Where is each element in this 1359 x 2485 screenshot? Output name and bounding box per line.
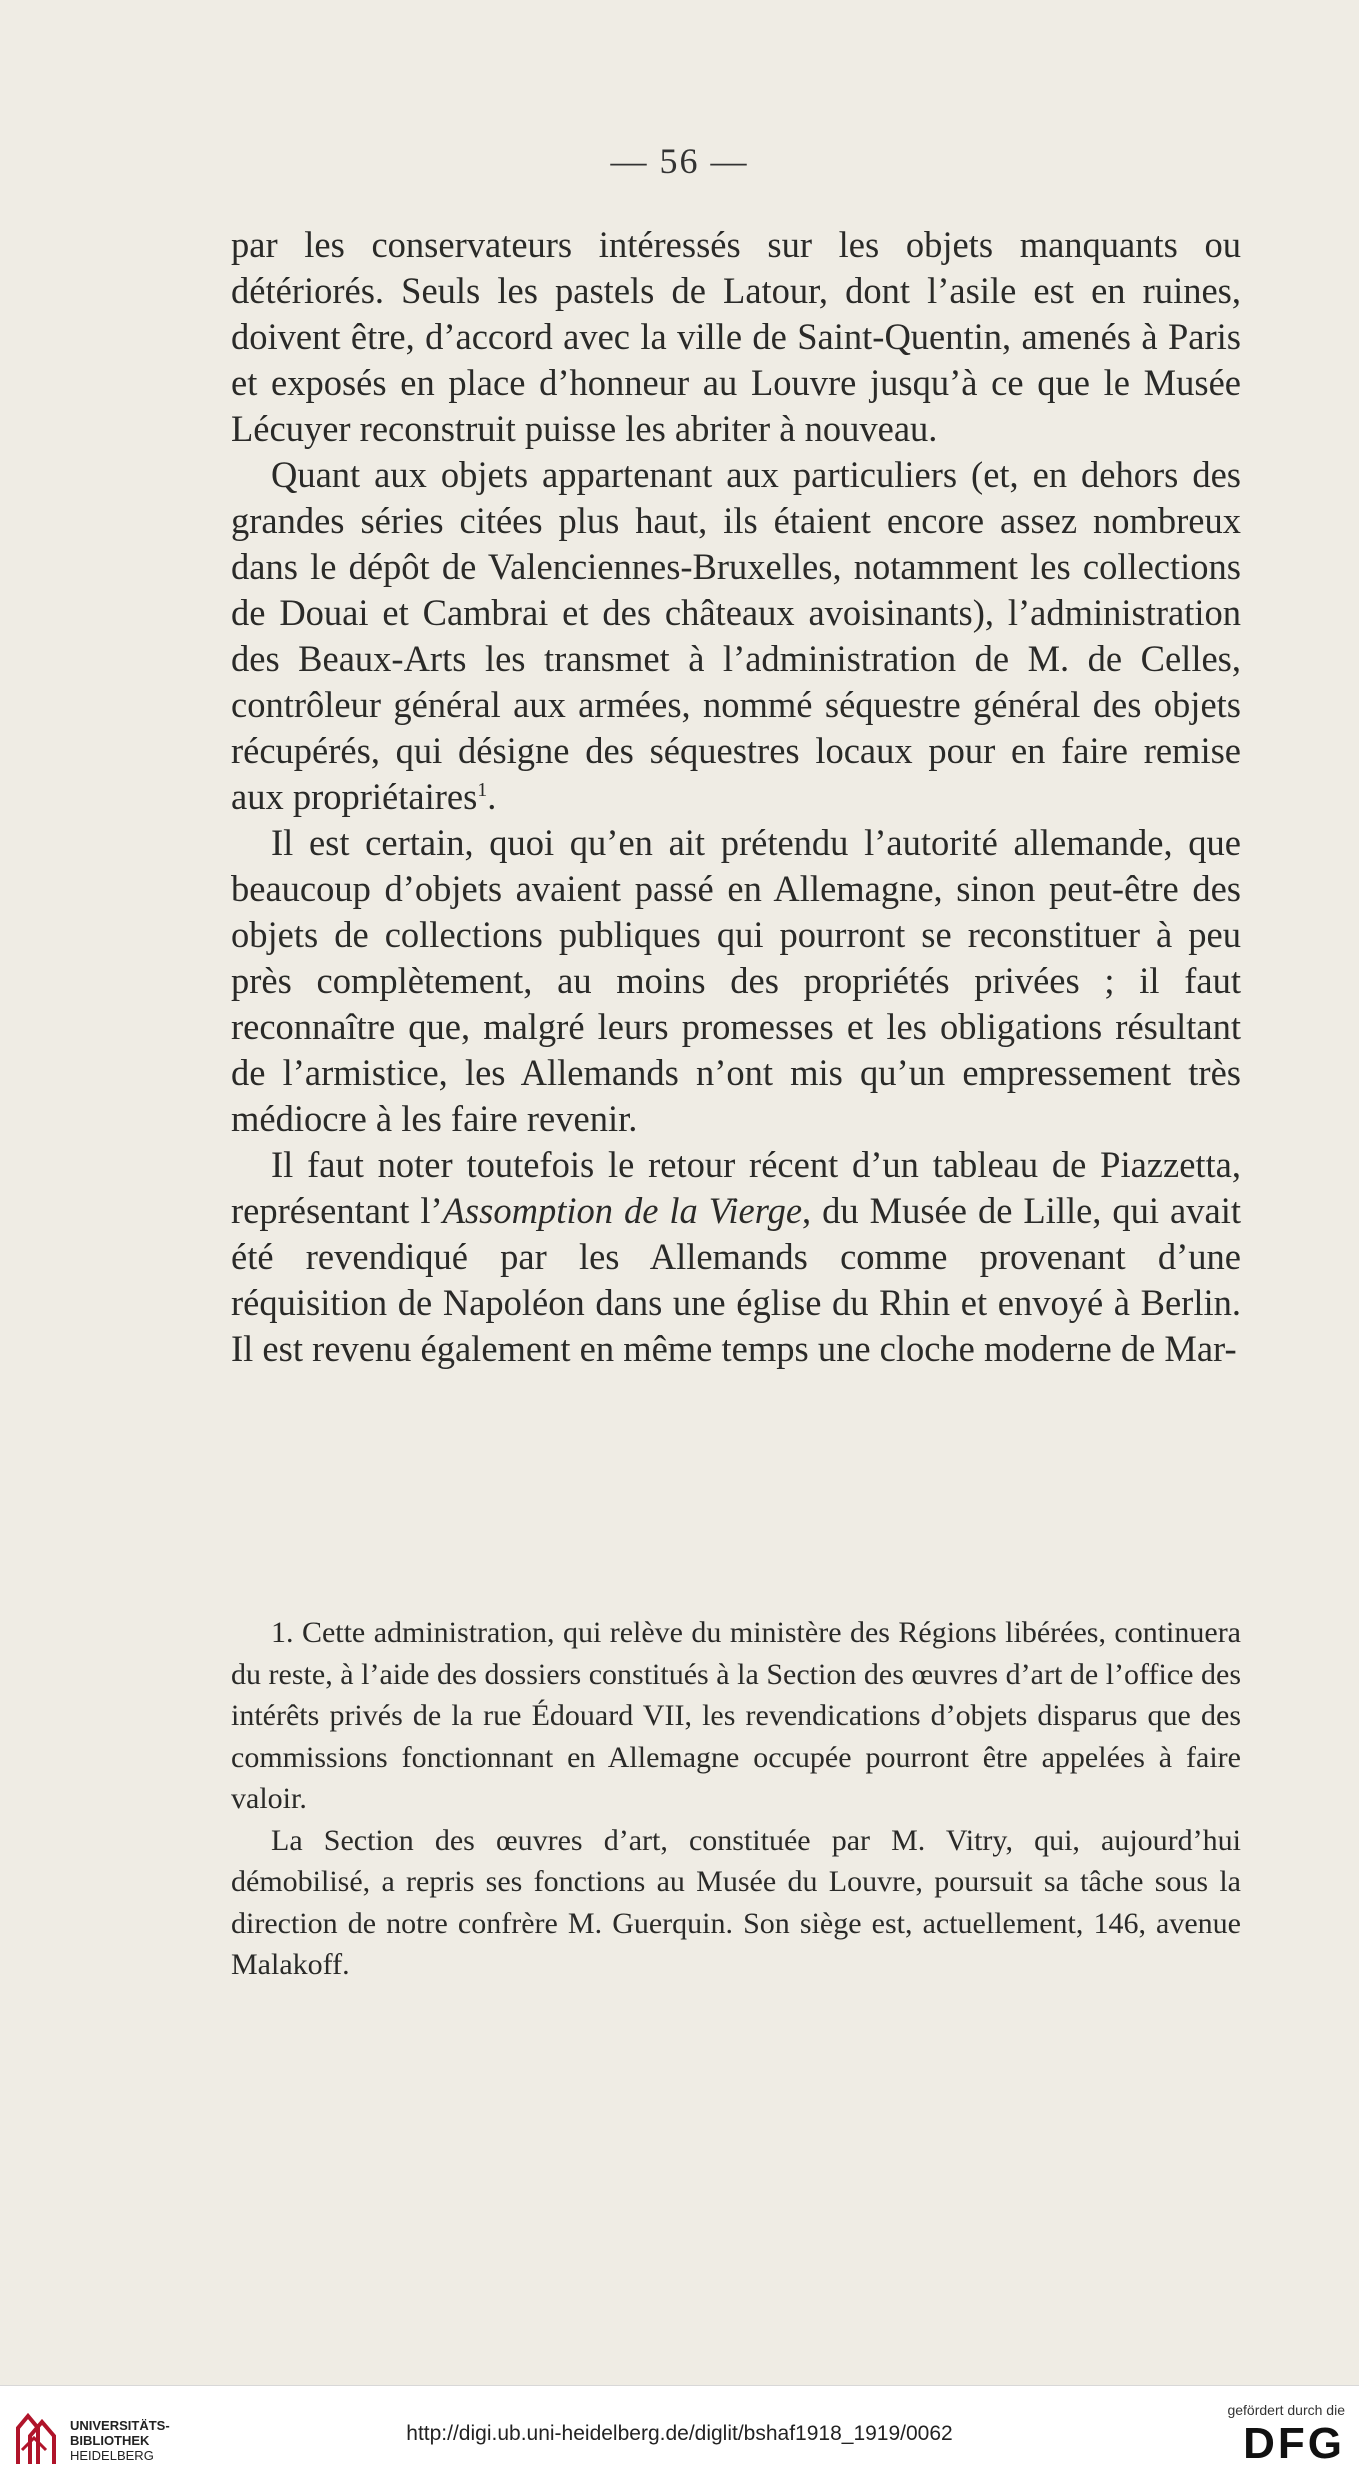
dfg-logo: DFG (1243, 2419, 1345, 2468)
paragraph-2: Quant aux objets appartenant aux particuliers (et, en dehors des grandes séries citées plus haut, ils étaient encore assez nombreux dans le dépôt de Valenciennes-Bruxelles, notamment les collections de Douai et Cambrai et des châteaux avoisinants), l’administration des Beaux-Arts les transmet à l’administration de M. de Celles, contrôleur général aux armées, nommé séquestre général des objets récupérés, qui désigne des séquestres locaux pour en faire remise aux propriétaires$^1$. (231, 454, 1241, 817)
paragraph-1: par les conservateurs intéressés sur les objets manquants ou détériorés. Seuls les pastels de Latour, dont l’asile est en ruines, doivent être, d’accord avec la ville de Saint-Quentin, amenés à Paris et exposés en place d’honneur au Louvre jusqu’à ce que le Musée Lécuyer reconstruit puisse les abriter à nouveau. (231, 224, 1241, 449)
footnote-continuation: La Section des œuvres d’art, constituée par M. Vitry, qui, aujourd’hui démobilisé, a repris ses fonctions au Musée du Louvre, poursuit sa tâche sous la direction de notre confrère M. Guerquin. Son siège est, actuellement, 146, avenue Malakoff. (231, 1823, 1241, 1981)
permalink-url[interactable]: http://digi.ub.uni-heidelberg.de/diglit/bshaf1918_1919/0062 (406, 2422, 953, 2445)
footnote-reference[interactable]: 1 (477, 778, 488, 801)
library-name-line-3: HEIDELBERG (70, 2448, 154, 2463)
paragraph-3: Il est certain, quoi qu’en ait prétendu l’autorité allemande, que beaucoup d’objets avaient passé en Allemagne, sinon peut-être des objets de collections publiques qui pourront se reconstituer à peu près complètement, au moins des propriétés privées ; il faut reconnaître que, malgré leurs promesses et les obligations résultant de l’armistice, les Allemands n’ont mis qu’un empressement très médiocre à les faire revenir. (231, 822, 1241, 1139)
funder-logo[interactable] (1205, 2402, 1345, 2466)
paragraph-4-before: Il faut noter toutefois le retour récent d’un tableau de Piazzetta, représentant l’ (231, 1144, 1241, 1231)
main-text (231, 222, 1241, 1372)
library-name-line-1: UNIVERSITÄTS- (70, 2418, 170, 2433)
viewer-footer (0, 2385, 1359, 2485)
footnote-1: 1. Cette administration, qui relève du ministère des Régions libérées, continuera du reste, à l’aide des dossiers constitués à la Section des œuvres d’art de l’office des intérêts privés de la rue Édouard VII, les revendications d’objets disparus que des commissions fonctionnant en Allemagne occupée pourront être appelées à faire valoir. (231, 1616, 1241, 1815)
paragraph-4-after: , du Musée de Lille, qui avait été revendiqué par les Allemands comme provenant d’une réquisition de Napoléon dans une église du Rhin et envoyé à Berlin. Il est revenu également en même temps une cloche moderne de Mar- (231, 1190, 1241, 1369)
artwork-title: Assomption de la Vierge (442, 1190, 803, 1231)
library-name-line-2: BIBLIOTHEK (70, 2433, 150, 2448)
paragraph-4 (231, 1142, 1241, 1372)
footnotes (231, 1612, 1241, 1986)
paragraph-2-text: Quant aux objets appartenant aux particuliers (et, en dehors des grandes séries citées plus haut, ils étaient encore assez nombreux dans le dépôt de Valenciennes-Bruxelles, notamment les collections de Douai et Cambrai et des châteaux avoisinants), l’administration des Beaux-Arts les transmet à l’administration de M. de Celles, contrôleur général aux armées, nommé séquestre général des objets récupérés, qui désigne des séquestres locaux pour en faire remise aux propriétaires (231, 454, 1241, 817)
page-number: — 56 — (610, 141, 749, 181)
funder-label: gefördert durch die (1227, 2402, 1345, 2418)
